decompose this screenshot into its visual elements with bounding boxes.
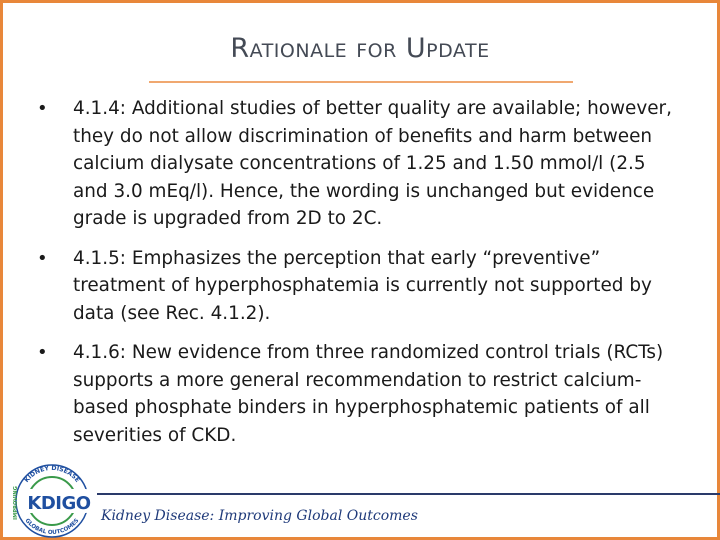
bullet-item (31, 95, 681, 233)
title-underline (149, 81, 573, 83)
footer-divider (97, 493, 720, 495)
bullet-marker: • (37, 247, 48, 269)
bullet-text: 4.1.4: Additional studies of better quality are available; however, they do not allow discrimination of benefits and harm between calcium dialysate concentrations of 1.25 and 1.50 mmol/l (2.5 and 3.0 mEq/l). Hence, the wording is unchanged but evidence grade is upgraded from 2D to 2C. (73, 98, 672, 229)
slide-title: Rationale for Update (230, 33, 490, 64)
kdigo-logo (9, 459, 95, 539)
bullet-item (31, 339, 681, 449)
logo-ring-bottom: GLOBAL OUTCOMES (23, 517, 81, 537)
logo-ring-left: IMPROVING (13, 486, 19, 520)
bullet-marker: • (37, 342, 48, 363)
bullet-item (31, 245, 681, 328)
logo-wordmark: KDIGO (27, 493, 91, 514)
logo-ring-top: KIDNEY DISEASE (23, 464, 81, 484)
bullet-text: 4.1.5: Emphasizes the perception that early “preventive” treatment of hyperphosphatemia is currently not supported by data (see Rec. 4.1.2). (73, 247, 652, 324)
bullet-text: 4.1.6: New evidence from three randomized control trials (RCTs) supports a more general recommendation to restrict calcium-based phosphate binders in hyperphosphatemic patients of all severities of CKD. (73, 342, 664, 446)
footer-tagline: Kidney Disease: Improving Global Outcomes (101, 508, 418, 524)
bullet-marker: • (37, 98, 48, 119)
bullet-list (31, 95, 681, 461)
